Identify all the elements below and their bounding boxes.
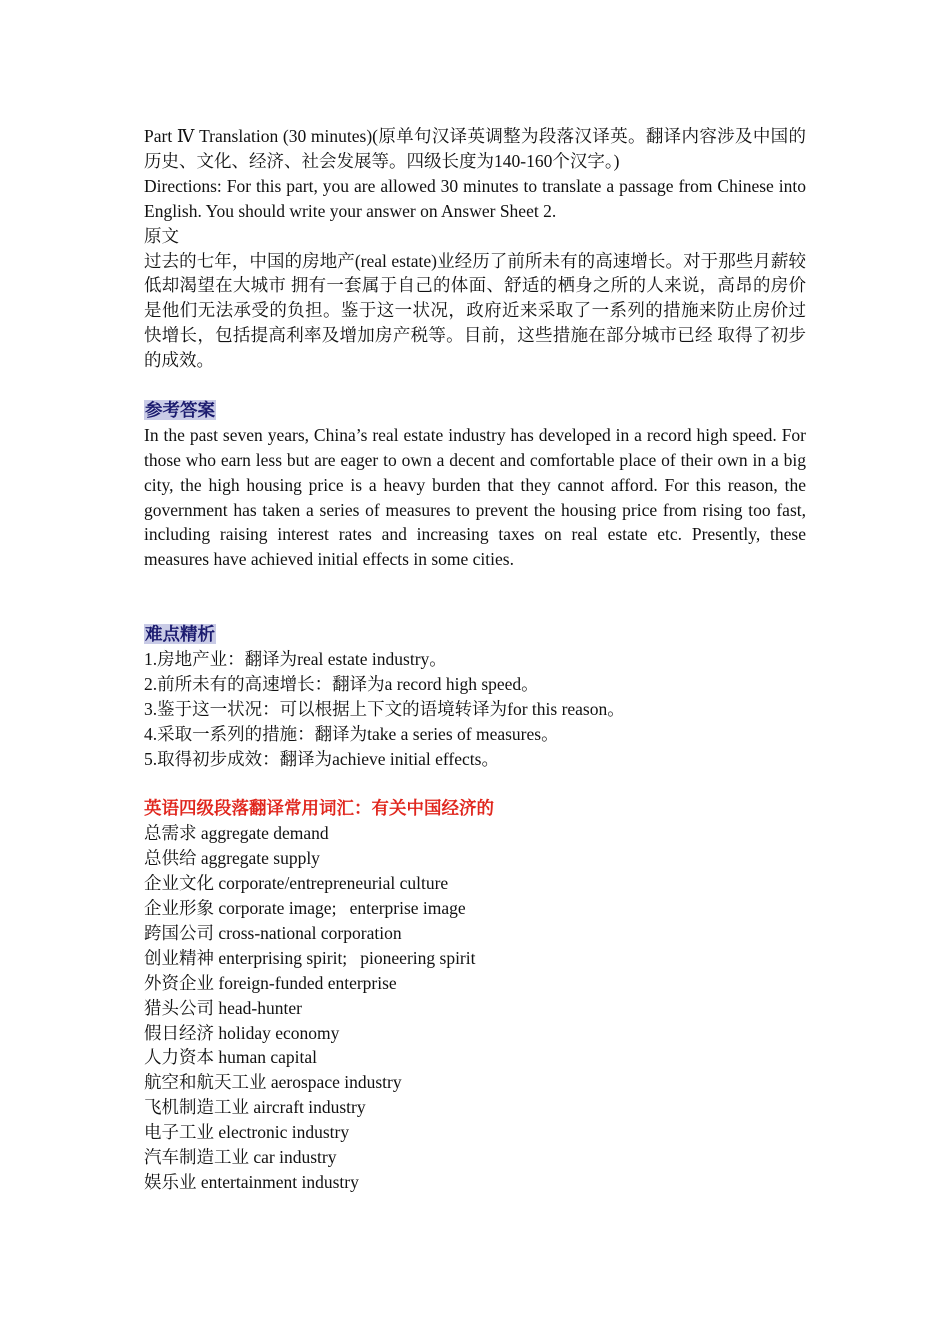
directions-text: Directions: For this part, you are allowed 30 minutes to translate a passage from Chinese into English. You should write your answer on Answer Sheet 2. (144, 175, 806, 221)
original-passage: 过去的七年，中国的房地产(real estate)业经历了前所未有的高速增长。对于那些月薪较低却渴望在大城市 拥有一套属于自己的体面、舒适的栖身之所的人来说，高昂的房价是他们无法承受的负担。鉴于这一状况，政府近来采取了一系列的措施来防止房价过快增长，包括提高利率及增加房产税等。目前，这些措施在部分城市已经 取得了初步的成效。 (144, 250, 806, 371)
vocab-item: 外资企业 foreign-funded enterprise (144, 972, 397, 993)
answer-passage: In the past seven years, China’s real estate industry has developed in a record high speed. For those who earn less but are eager to own a decent and comfortable place of their own in a big city, the high housing price is a heavy burden that they cannot afford. For this reason, the government has taken a series of measures to prevent the housing price from rising too fast, including raising interest rates and increasing taxes on real estate etc. Presently, these measures have achieved initial effects in some cities. (144, 424, 806, 570)
analysis-list (144, 647, 806, 772)
analysis-heading-line (144, 622, 806, 647)
answer-title: 参考答案 (145, 399, 215, 420)
vocab-item: 电子工业 electronic industry (144, 1122, 350, 1143)
vocab-item: 创业精神 enterprising spirit; pioneering spirit (144, 947, 476, 968)
vocab-item: 跨国公司 cross-national corporation (144, 922, 402, 943)
original-label: 原文 (144, 225, 179, 246)
part-heading: Part Ⅳ Translation (30 minutes)(原单句汉译英调整为段落汉译英。翻译内容涉及中国的历史、文化、经济、社会发展等。四级长度为140-160个汉字。) (144, 126, 806, 171)
vocab-title: 英语四级段落翻译常用词汇：有关中国经济的 (144, 798, 494, 819)
vocab-item: 娱乐业 entertainment industry (144, 1172, 359, 1193)
vocab-item: 汽车制造工业 car industry (144, 1147, 337, 1168)
analysis-item: 1.房地产业：翻译为real estate industry。 (144, 649, 447, 669)
vocab-list (144, 821, 806, 1195)
spacer (144, 572, 806, 622)
vocab-item: 总需求 aggregate demand (144, 823, 329, 844)
vocab-item: 企业文化 corporate/entrepreneurial culture (144, 873, 449, 894)
analysis-item: 5.取得初步成效：翻译为achieve initial effects。 (144, 748, 499, 769)
vocab-item: 总供给 aggregate supply (144, 848, 320, 869)
analysis-item: 4.采取一系列的措施：翻译为take a series of measures。 (144, 723, 559, 744)
vocab-item: 飞机制造工业 aircraft industry (144, 1097, 366, 1118)
analysis-item: 2.前所未有的高速增长：翻译为a record high speed。 (144, 673, 539, 694)
vocab-item: 人力资本 human capital (144, 1047, 318, 1068)
spacer (144, 772, 806, 797)
analysis-item: 3.鉴于这一状况：可以根据上下文的语境转译为for this reason。 (144, 698, 625, 719)
vocab-item: 假日经济 holiday economy (144, 1022, 340, 1043)
document-page (144, 124, 806, 1195)
vocab-item: 航空和航天工业 aerospace industry (144, 1072, 402, 1093)
vocab-item: 猎头公司 head-hunter (144, 997, 302, 1018)
spacer (144, 373, 806, 398)
analysis-title: 难点精析 (145, 624, 215, 645)
answer-heading-line (144, 398, 806, 423)
vocab-item: 企业形象 corporate image; enterprise image (144, 898, 466, 919)
